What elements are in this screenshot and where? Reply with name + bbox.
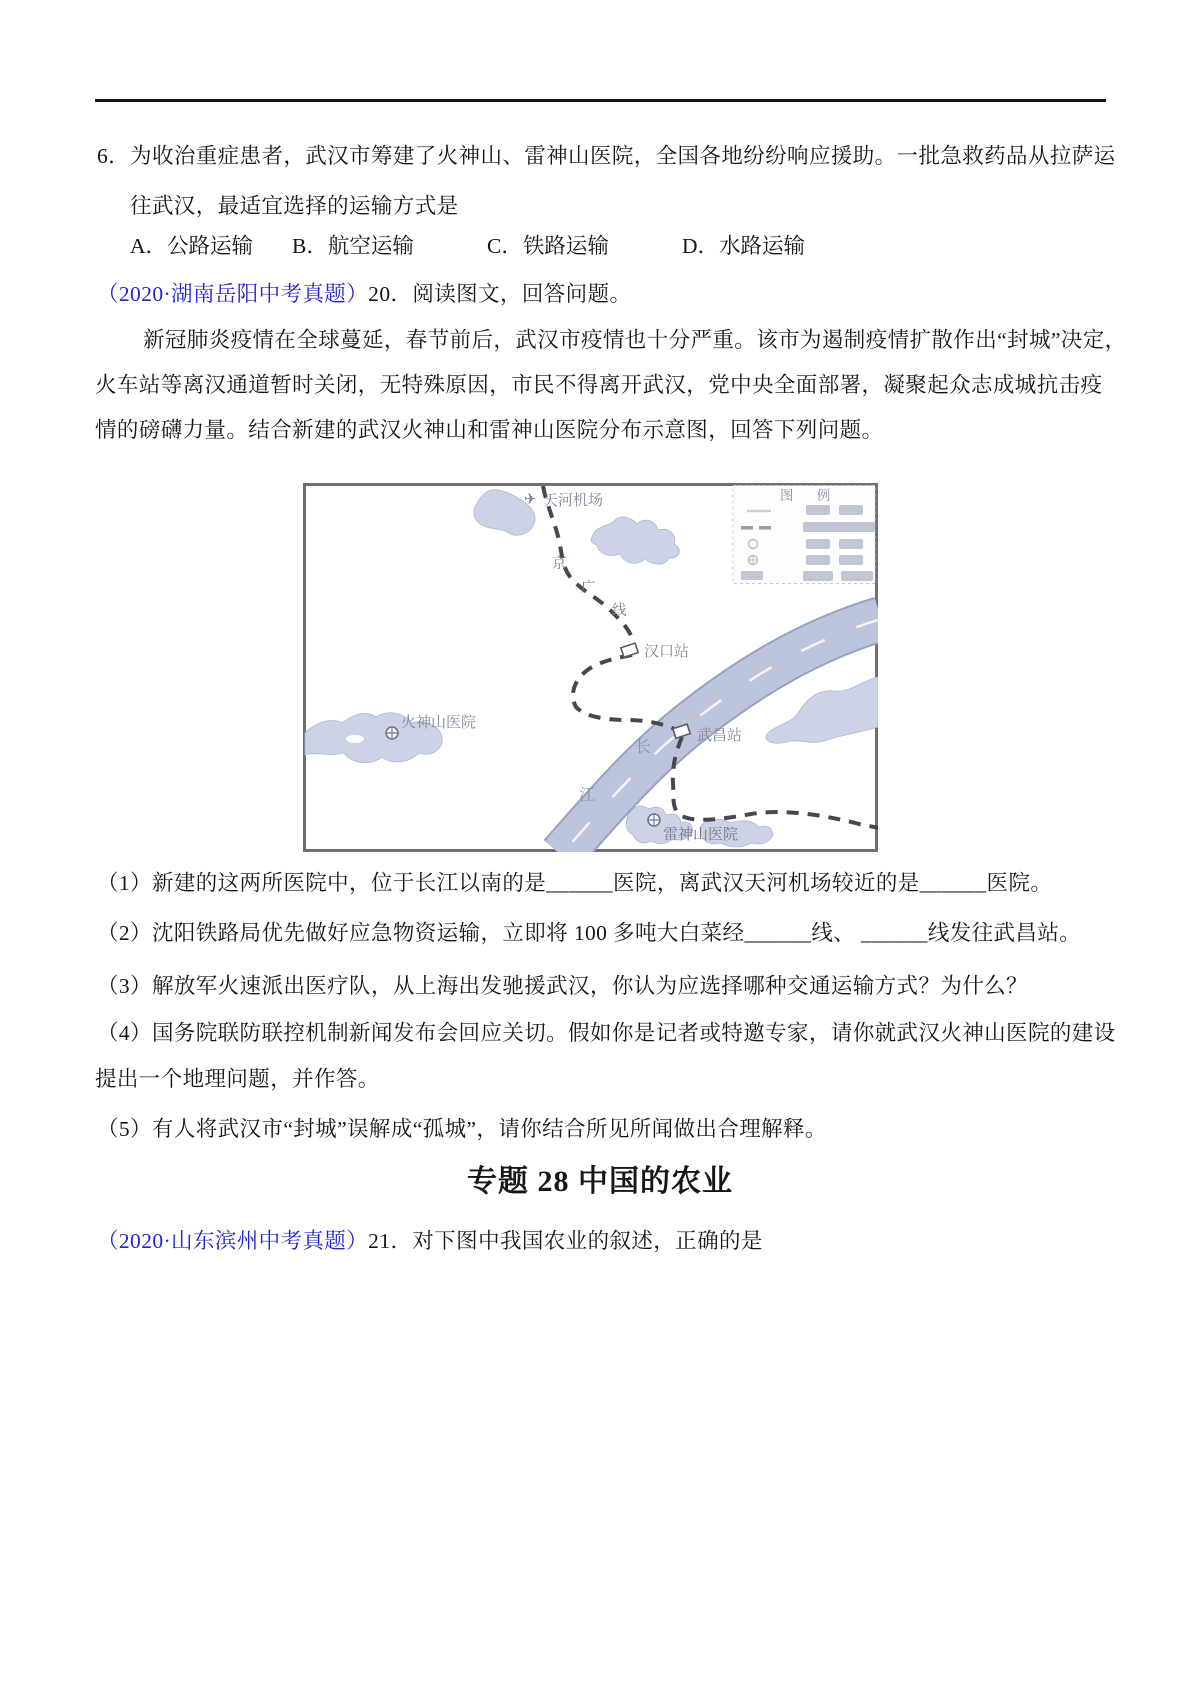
railway-char-xian: 线 — [612, 603, 627, 619]
q20-para-line1: 新冠肺炎疫情在全球蔓延，春节前后，武汉市疫情也十分严重。该市为遏制疫情扩散作出“封城”决定， — [143, 328, 1127, 352]
airplane-icon: ✈ — [524, 492, 537, 508]
q20-para-line3: 情的磅礴力量。结合新建的武汉火神山和雷神山医院分布示意图，回答下列问题。 — [95, 418, 884, 442]
legend-label-blob — [803, 522, 875, 532]
q21-stem: 21．对下图中我国农业的叙述，正确的是 — [368, 1229, 763, 1253]
q6-option-b: B．航空运输 — [292, 234, 414, 258]
river-char-jiang: 江 — [579, 787, 596, 804]
legend-label-blob — [839, 555, 863, 565]
q20-sub1: （1）新建的这两所医院中，位于长江以南的是______医院，离武汉天河机场较近的是______医院。 — [97, 871, 1053, 895]
legend-label-blob — [803, 571, 833, 581]
lake-island — [346, 735, 364, 743]
legend-label-blob — [839, 505, 863, 515]
legend-label-blob — [806, 505, 830, 515]
huoshenshan-label: 火神山医院 — [401, 715, 477, 731]
q6-option-c: C．铁路运输 — [487, 234, 609, 258]
map-legend — [733, 486, 875, 584]
q20-sub5: （5）有人将武汉市“封城”误解成“孤城”，请你结合所见所闻做出合理解释。 — [97, 1117, 827, 1141]
wuhan-map-svg — [303, 483, 878, 852]
wuchang-station-label: 武昌站 — [697, 728, 743, 744]
q6-option-d: D．水路运输 — [682, 234, 806, 258]
section-heading: 专题 28 中国的农业 — [467, 1165, 733, 1198]
legend-label-blob — [806, 555, 830, 565]
railway-dash-symbol — [759, 526, 771, 530]
legend-title: 图 例 — [780, 488, 841, 503]
q6-option-a: A．公路运输 — [130, 234, 254, 258]
q6-line2: 往武汉，最适宜选择的运输方式是 — [130, 194, 459, 218]
q20-para-line2: 火车站等离汉通道暂时关闭，无特殊原因，市民不得离开武汉，党中央全面部署，凝聚起众志成城抗击疫 — [95, 373, 1103, 397]
airport-label: 天河机场 — [543, 493, 604, 509]
q20-sub3: （3）解放军火速派出医疗队，从上海出发驰援武汉，你认为应选择哪种交通运输方式？为什么？ — [97, 974, 1028, 998]
q21-intro — [97, 1228, 763, 1255]
railway-char-guang: 广 — [581, 580, 596, 596]
wuhan-map-figure — [303, 483, 878, 852]
q20-source-tag: （2020·湖南岳阳中考真题） — [97, 282, 369, 306]
q20-sub4-line1: （4）国务院联防联控机制新闻发布会回应关切。假如你是记者或特邀专家，请你就武汉火神山医院的建设 — [97, 1021, 1116, 1045]
leishenshan-label: 雷神山医院 — [663, 827, 739, 843]
q20-sub2: （2）沈阳铁路局优先做好应急物资运输，立即将 100 多吨大白菜经______线、 ______线发往武昌站。 — [97, 921, 1082, 945]
top-rule — [95, 99, 1106, 102]
hankou-station-label: 汉口站 — [644, 644, 690, 660]
q20-intro — [97, 281, 631, 308]
railway-char-jing: 京 — [552, 556, 567, 572]
river-char-chang: 长 — [635, 739, 652, 756]
q6-line1: 6．为收治重症患者，武汉市筹建了火神山、雷神山医院，全国各地纷纷响应援助。一批急救药品从拉萨运 — [97, 144, 1116, 168]
q20-sub4-line2: 提出一个地理问题，并作答。 — [95, 1067, 380, 1091]
station-symbol — [741, 571, 763, 580]
railway-dash-symbol — [741, 526, 753, 530]
legend-label-blob — [841, 571, 873, 581]
airport-group — [524, 492, 603, 509]
legend-label-blob — [806, 539, 830, 549]
q20-stem: 20．阅读图文，回答问题。 — [368, 282, 632, 306]
q21-source-tag: （2020·山东滨州中考真题） — [97, 1229, 369, 1253]
legend-label-blob — [839, 539, 863, 549]
